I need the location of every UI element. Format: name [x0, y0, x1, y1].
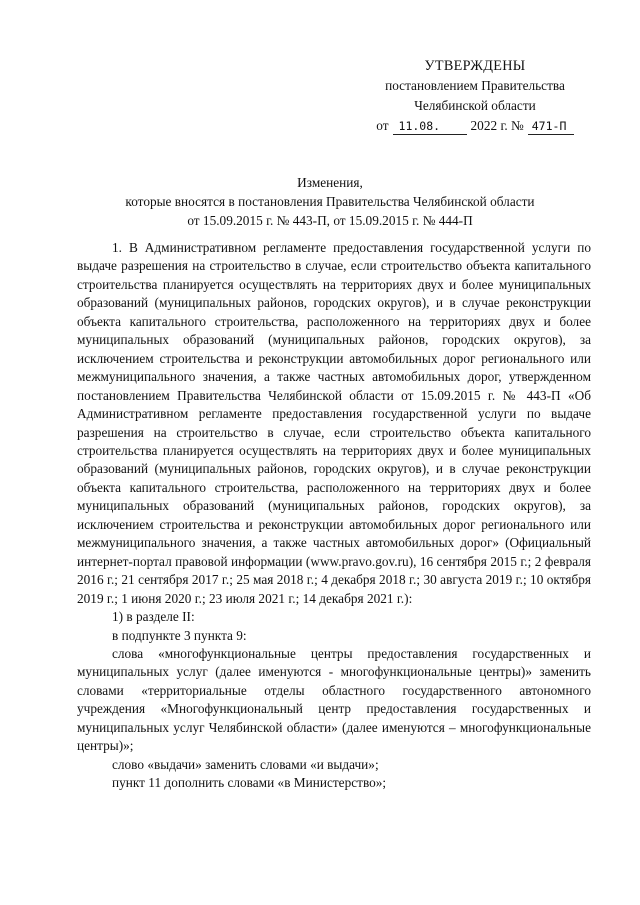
- approval-line-1: постановлением Правительства: [385, 78, 565, 93]
- title-line-1: Изменения,: [297, 175, 363, 190]
- document-body: [77, 239, 591, 793]
- paragraph-point-11: пункт 11 дополнить словами «в Министерство»;: [112, 775, 387, 791]
- paragraph-replace-vydachi: слово «выдачи» заменить словами «и выдачи»;: [112, 756, 379, 772]
- handwritten-number: 471-П: [528, 119, 574, 135]
- approval-line-2: Челябинской области: [414, 98, 536, 113]
- year-number-label: 2022 г. №: [470, 118, 524, 133]
- handwritten-date: 11.08.: [393, 119, 467, 135]
- approval-date-line: [360, 116, 590, 136]
- from-label: от: [376, 118, 389, 133]
- approval-heading: УТВЕРЖДЕНЫ: [424, 58, 526, 74]
- paragraph-subpoint-3: в подпункте 3 пункта 9:: [112, 627, 247, 643]
- document-title: [60, 173, 600, 230]
- title-line-2: которые вносятся в постановления Правительства Челябинской области: [125, 194, 535, 209]
- paragraph-replace-words: слова «многофункциональные центры предоставления государственных и муниципальных услуг (далее именуются - многофункциональные центры)» заменить словами «территориальные отделы областного государственного автономного учреждения «Многофункциональный центр предоставления государственных и муниципальных услуг Челябинской области» (далее именуются – многофункциональные центры)»;: [77, 645, 591, 754]
- title-line-3: от 15.09.2015 г. № 443-П, от 15.09.2015 г. № 444-П: [187, 213, 473, 228]
- paragraph-section-ii: 1) в разделе II:: [112, 609, 195, 625]
- approval-stamp: [360, 56, 590, 136]
- paragraph-1: 1. В Административном регламенте предоставления государственной услуги по выдаче разрешения на строительство в случае, если строительство объекта капитального строительства планируется осуществлять на территориях двух и более муниципальных образований (муниципальных районов, городских округов), и в случае реконструкции объекта капитального строительства, расположенного на территориях двух и более муниципальных образований (муниципальных районов, городских округов), за исключением строительства и реконструкции автомобильных дорог регионального или межмуниципального значения, а также частных автомобильных дорог, утвержденном постановлением Правительства Челябинской области от 15.09.2015 г. № 443-П «Об Административном регламенте предоставления государственной услуги по выдаче разрешения на строительство в случае, если строительство объекта капитального строительства планируется осуществлять на территориях двух и более муниципальных образований (муниципальных районов, городских округов), и в случае реконструкции объекта капитального строительства, расположенного на территориях двух и более муниципальных образований (муниципальных районов, городских округов), за исключением строительства и реконструкции автомобильных дорог регионального или межмуниципального значения, а также частных автомобильных дорог» (Официальный интернет-портал правовой информации (www.pravo.gov.ru), 16 сентября 2015 г.; 2 февраля 2016 г.; 21 сентября 2017 г.; 25 мая 2018 г.; 4 декабря 2018 г.; 30 августа 2019 г.; 10 октября 2019 г.; 1 июня 2020 г.; 23 июля 2021 г.; 14 декабря 2021 г.):: [77, 240, 591, 606]
